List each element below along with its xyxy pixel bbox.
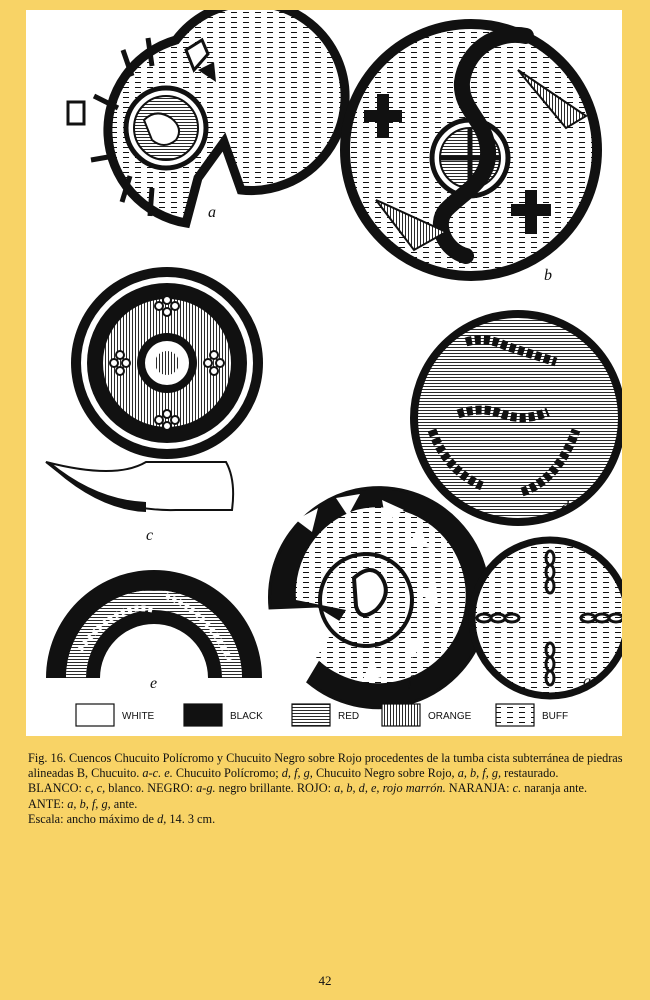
caption-italic: c, c, (85, 781, 106, 796)
figure-caption (28, 751, 624, 827)
legend-label-black: BLACK (230, 711, 263, 722)
legend-swatch-red (292, 704, 330, 726)
bowl-g-illustration (472, 540, 622, 696)
legend-swatch-buff (496, 704, 534, 726)
caption-italic: a, b, f, g, (457, 766, 502, 781)
panel-label-b: b (544, 267, 552, 284)
caption-text: NARANJA: (448, 781, 510, 796)
bowl-e-illustration (46, 570, 262, 692)
caption-text: naranja ante. (524, 781, 588, 796)
caption-text: Chucuito Negro sobre Rojo, (315, 766, 455, 781)
caption-text: ANTE: (28, 796, 65, 811)
legend (76, 704, 568, 726)
caption-italic: d, f, g, (281, 766, 313, 781)
caption-text: Escala: ancho máximo de (28, 811, 154, 826)
caption-italic: d, (157, 811, 167, 826)
caption-text: Chucuito Polícromo; (175, 766, 279, 781)
panel-label-c: c (146, 527, 154, 544)
panel-label-e: e (150, 675, 158, 692)
caption-text: restaurado. (504, 766, 559, 781)
caption-text: ante. (113, 796, 138, 811)
figure-plate (26, 10, 622, 736)
caption-italic: a, b, d, e, rojo marrón. (334, 781, 446, 796)
legend-label-buff: BUFF (542, 711, 569, 722)
caption-text: NEGRO: (147, 781, 193, 796)
caption-text: ROJO: (296, 781, 331, 796)
panel-label-f: f (408, 673, 413, 690)
panel-label-a: a (208, 204, 216, 221)
legend-label-red: RED (338, 711, 360, 722)
caption-title: Fig. 16. Cuencos Chucuito Polícromo y Chucuito Negro sobre Rojo procedentes de la tumba cista subterránea de piedras alineadas B, Chucuito. (28, 751, 623, 781)
caption-line (28, 751, 624, 781)
bowl-f-illustration (262, 488, 489, 708)
bowl-a-illustration (68, 10, 345, 223)
legend-swatch-orange (382, 704, 420, 726)
panel-label-g: g (583, 673, 591, 690)
bowl-d-illustration (414, 314, 622, 522)
bowl-c-illustration (46, 267, 263, 544)
caption-italic: c. (512, 781, 522, 796)
caption-italic: a-g. (196, 781, 216, 796)
caption-italic: a, b, f, g, (67, 796, 111, 811)
caption-color-key (28, 781, 624, 811)
caption-text: 14. 3 cm. (169, 811, 216, 826)
legend-label-orange: ORANGE (428, 711, 472, 722)
caption-text: negro brillante. (218, 781, 294, 796)
panel-label-d: d (561, 499, 569, 516)
page-number: 42 (318, 973, 332, 988)
caption-italic: a-c. e. (142, 766, 173, 781)
caption-text: BLANCO: (28, 781, 82, 796)
legend-swatch-white (76, 704, 114, 726)
legend-label-white: WHITE (122, 711, 155, 722)
caption-scale (28, 812, 624, 827)
bowl-b-illustration (345, 24, 597, 284)
legend-swatch-black (184, 704, 222, 726)
caption-text: blanco. (108, 781, 145, 796)
